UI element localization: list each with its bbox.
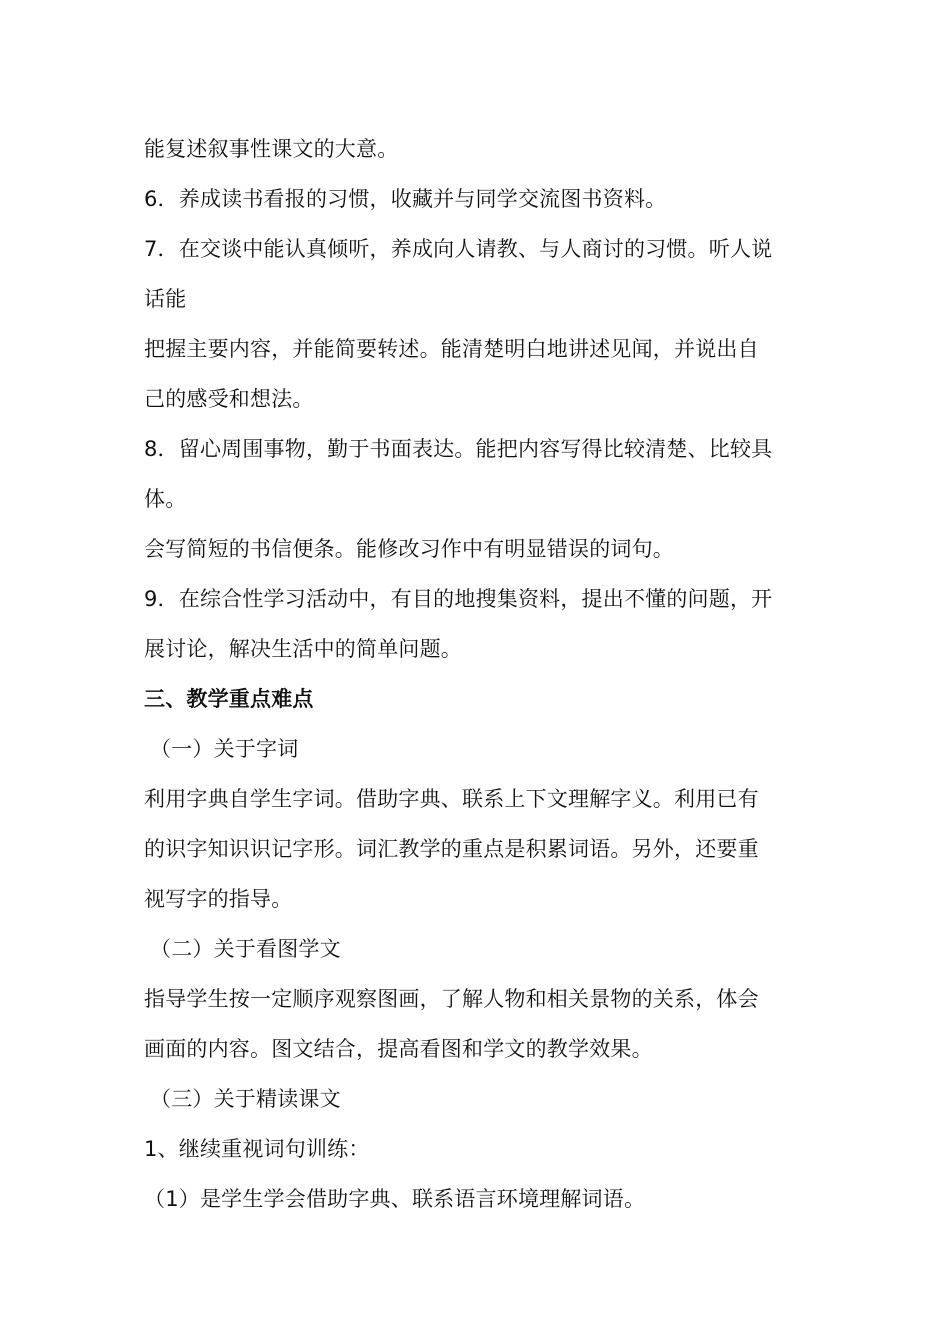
section-heading: 三、教学重点难点 xyxy=(144,687,314,711)
subsection-heading-1: （一）关于字词 xyxy=(150,737,299,761)
list-item-7-continuation: 话能 xyxy=(144,287,187,311)
paragraph-line: 利用字典自学生字词。借助字典、联系上下文理解字义。利用已有 xyxy=(144,787,759,811)
list-item-9: 9．在综合性学习活动中，有目的地搜集资料，提出不懂的问题，开 xyxy=(144,587,773,611)
subsection-heading-2: （二）关于看图学文 xyxy=(150,937,341,961)
paragraph-line: 的识字知识识记字形。词汇教学的重点是积累词语。另外，还要重 xyxy=(144,837,759,861)
paragraph-line: 视写字的指导。 xyxy=(144,887,293,911)
document-body xyxy=(144,124,809,1224)
list-item-8-continuation: 体。 xyxy=(144,487,187,511)
paragraph-line: 会写简短的书信便条。能修改习作中有明显错误的词句。 xyxy=(144,537,674,561)
numbered-subitem-1: （1）是学生学会借助字典、联系语言环境理解词语。 xyxy=(144,1187,646,1211)
list-item-7: 7．在交谈中能认真倾听，养成向人请教、与人商讨的习惯。听人说 xyxy=(144,237,773,261)
paragraph-line: 能复述叙事性课文的大意。 xyxy=(144,137,399,161)
list-item-8: 8．留心周围事物，勤于书面表达。能把内容写得比较清楚、比较具 xyxy=(144,437,773,461)
paragraph-line: 把握主要内容，并能简要转述。能清楚明白地讲述见闻，并说出自 xyxy=(144,337,759,361)
numbered-item-1: 1、继续重视词句训练： xyxy=(144,1137,370,1161)
subsection-heading-3: （三）关于精读课文 xyxy=(150,1087,341,1111)
paragraph-line: 画面的内容。图文结合，提高看图和学文的教学效果。 xyxy=(144,1037,653,1061)
paragraph-line: 己的感受和想法。 xyxy=(144,387,314,411)
list-item-9-continuation: 展讨论，解决生活中的简单问题。 xyxy=(144,637,462,661)
list-item-6: 6．养成读书看报的习惯，收藏并与同学交流图书资料。 xyxy=(144,187,667,211)
paragraph-line: 指导学生按一定顺序观察图画，了解人物和相关景物的关系，体会 xyxy=(144,987,759,1011)
